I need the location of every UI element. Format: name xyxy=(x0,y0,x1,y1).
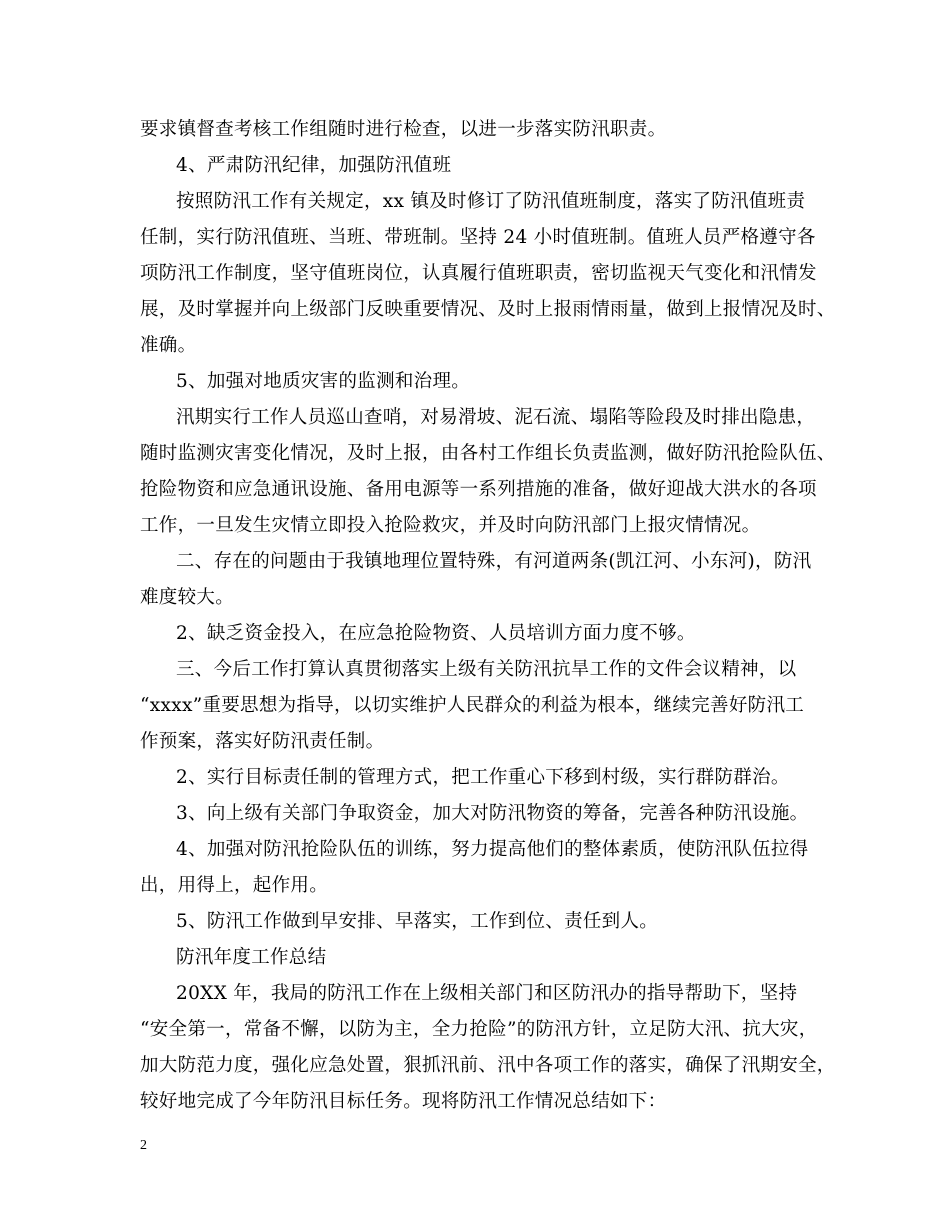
text-line: 三、今后工作打算认真贯彻落实上级有关防汛抗旱工作的文件会议精神，以 xyxy=(176,659,797,680)
text-line: 工作，一旦发生灾情立即投入抢险救灾，并及时向防汛部门上报灾情情况。 xyxy=(140,515,761,536)
text-line: 抢险物资和应急通讯设施、备用电源等一系列措施的准备，做好迎战大洪水的各项 xyxy=(140,479,817,500)
text-line: “xxxx”重要思想为指导，以切实维护人民群众的利益为根本，继续完善好防汛工 xyxy=(140,695,805,716)
text-line: 20XX 年，我局的防汛工作在上级相关部门和区防汛办的指导帮助下，坚持 xyxy=(176,983,798,1004)
text-line: 5、防汛工作做到早安排、早落实，工作到位、责任到人。 xyxy=(176,911,659,932)
document-body xyxy=(140,112,836,1120)
text-line: “安全第一，常备不懈，以防为主，全力抢险”的防汛方针，立足防大汛、抗大灾， xyxy=(140,1019,818,1040)
text-line: 加大防范力度，强化应急处置，狠抓汛前、汛中各项工作的落实，确保了汛期安全， xyxy=(140,1055,836,1076)
text-line: 2、实行目标责任制的管理方式，把工作重心下移到村级，实行群防群治。 xyxy=(176,767,790,788)
text-line: 出，用得上，起作用。 xyxy=(140,875,329,896)
text-line: 准确。 xyxy=(140,335,197,356)
text-line: 5、加强对地质灾害的监测和治理。 xyxy=(176,371,471,392)
text-line: 二、存在的问题由于我镇地理位置特殊，有河道两条(凯江河、小东河)，防汛 xyxy=(176,551,812,572)
text-line: 防汛年度工作总结 xyxy=(176,947,327,968)
text-line: 任制，实行防汛值班、当班、带班制。坚持 24 小时值班制。值班人员严格遵守各 xyxy=(140,227,816,248)
text-line: 较好地完成了今年防汛目标任务。现将防汛工作情况总结如下： xyxy=(140,1091,667,1112)
text-line: 3、向上级有关部门争取资金，加大对防汛物资的筹备，完善各种防汛设施。 xyxy=(176,803,809,824)
page-number: 2 xyxy=(140,1138,147,1153)
text-line: 汛期实行工作人员巡山查哨，对易滑坡、泥石流、塌陷等险段及时排出隐患， xyxy=(176,407,816,428)
text-line: 展，及时掌握并向上级部门反映重要情况、及时上报雨情雨量，做到上报情况及时、 xyxy=(140,299,836,320)
text-line: 要求镇督查考核工作组随时进行检查，以进一步落实防汛职责。 xyxy=(140,119,667,140)
text-line: 随时监测灾害变化情况，及时上报，由各村工作组长负责监测，做好防汛抢险队伍、 xyxy=(140,443,836,464)
text-line: 作预案，落实好防汛责任制。 xyxy=(140,731,385,752)
text-line: 2、缺乏资金投入，在应急抢险物资、人员培训方面力度不够。 xyxy=(176,623,696,644)
text-line: 4、加强对防汛抢险队伍的训练，努力提高他们的整体素质，使防汛队伍拉得 xyxy=(176,839,809,860)
text-line: 4、严肃防汛纪律，加强防汛值班 xyxy=(176,155,452,176)
text-line: 难度较大。 xyxy=(140,587,235,608)
text-line: 按照防汛工作有关规定，xx 镇及时修订了防汛值班制度，落实了防汛值班责 xyxy=(176,191,806,212)
text-line: 项防汛工作制度，坚守值班岗位，认真履行值班职责，密切监视天气变化和汛情发 xyxy=(140,263,817,284)
